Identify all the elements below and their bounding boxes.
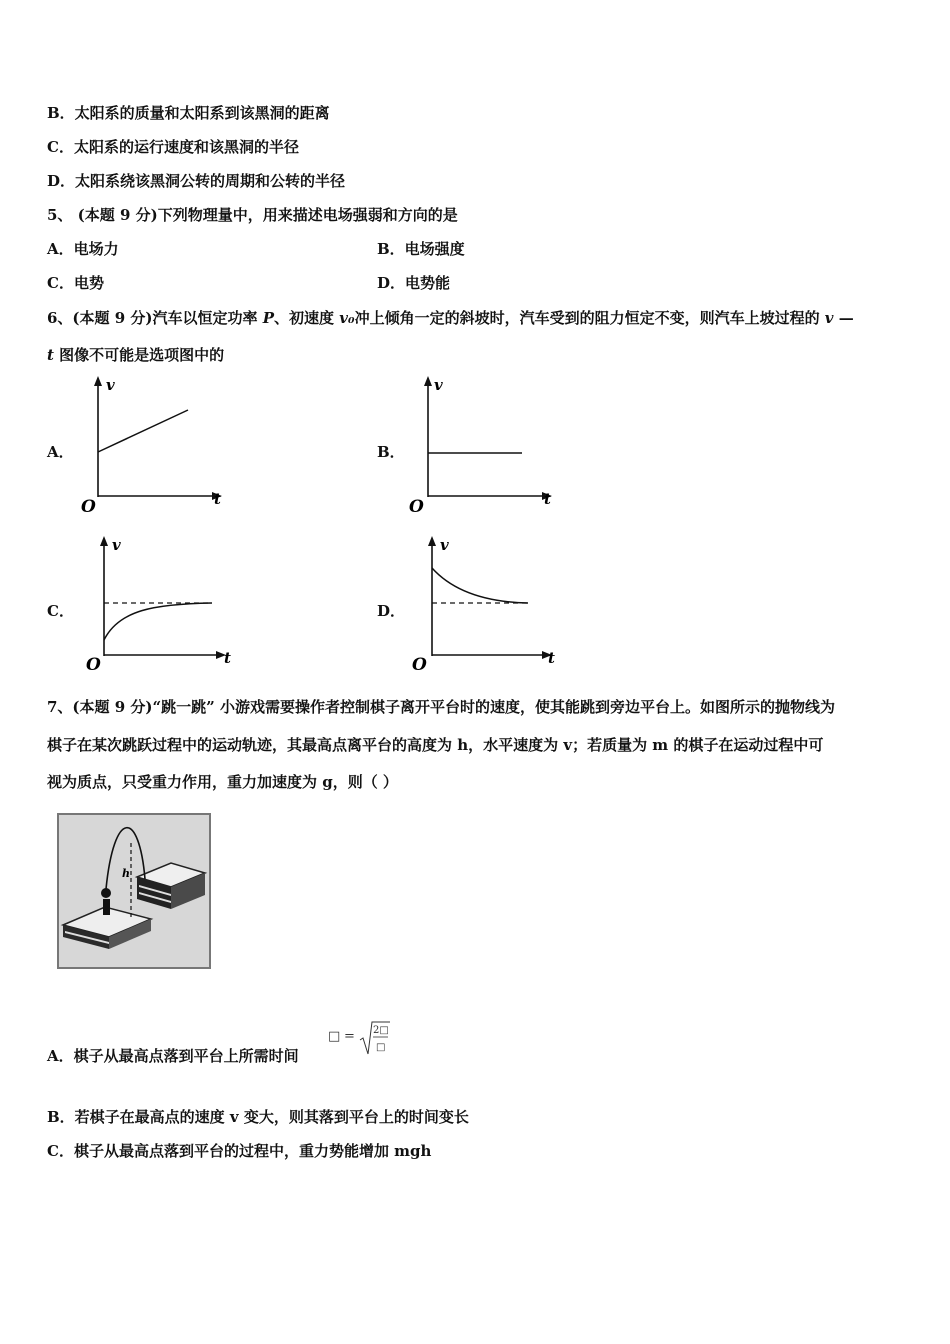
axis-label-t: t xyxy=(224,649,231,667)
axis-label-t: t xyxy=(544,490,551,508)
q6-graph-d xyxy=(410,530,570,680)
v-t-line xyxy=(98,410,188,452)
q7-stem-line1: 7、(本题 9 分)“跳一跳” 小游戏需要操作者控制棋子离开平台时的速度，使其能跳到旁边平台上。如图所示的抛物线为 xyxy=(47,698,835,716)
q6-stem-line2: t 图像不可能是选项图中的 xyxy=(47,346,225,364)
q4-option-b: B．太阳系的质量和太阳系到该黑洞的距离 xyxy=(47,104,330,122)
axis-label-t: t xyxy=(214,490,221,508)
q7-option-a-formula xyxy=(328,1020,398,1060)
origin-label: O xyxy=(409,497,424,517)
axis-label-v: v xyxy=(434,376,443,394)
y-axis-arrow xyxy=(94,376,102,386)
q6-option-d-label: D． xyxy=(377,602,406,620)
q6-stem-line1: 6、(本题 9 分)汽车以恒定功率 P、初速度 v₀冲上倾角一定的斜坡时，汽车受到的阻力恒定不变，则汽车上坡过程的 v — xyxy=(47,309,854,327)
y-axis-arrow xyxy=(100,536,108,546)
svg-text:□: □ xyxy=(376,1042,386,1053)
jump-game-illustration xyxy=(59,815,209,967)
q5-option-d: D．电势能 xyxy=(377,274,451,292)
svg-text:□: □ xyxy=(328,1029,341,1044)
q7-option-c: C．棋子从最高点落到平台的过程中，重力势能增加 mgh xyxy=(47,1142,432,1160)
axis-label-v: v xyxy=(112,536,121,554)
q6-graph-a xyxy=(76,372,236,522)
jump-game-figure xyxy=(57,813,211,969)
v-t-curve xyxy=(432,568,528,603)
q6-option-c-label: C． xyxy=(47,602,74,620)
q5-option-a: A．电场力 xyxy=(47,240,119,258)
q7-stem-line2: 棋子在某次跳跃过程中的运动轨迹，其最高点离平台的高度为 h，水平速度为 v；若质量为 m 的棋子在运动过程中可 xyxy=(47,736,824,754)
q7-option-b: B．若棋子在最高点的速度 v 变大，则其落到平台上的时间变长 xyxy=(47,1108,469,1126)
y-axis-arrow xyxy=(424,376,432,386)
q6-option-a-label: A． xyxy=(47,443,74,461)
q6-graph-b xyxy=(406,372,566,522)
q5-option-b: B．电场强度 xyxy=(377,240,465,258)
origin-label: O xyxy=(81,497,96,517)
y-axis-arrow xyxy=(428,536,436,546)
q7-option-a: A．棋子从最高点落到平台上所需时间 xyxy=(47,1047,299,1065)
svg-text:2□: 2□ xyxy=(373,1025,389,1036)
q5-stem: 5、 (本题 9 分)下列物理量中，用来描述电场强弱和方向的是 xyxy=(47,206,458,224)
figure-label-h: h xyxy=(122,867,130,880)
q6-graph-c xyxy=(84,530,244,680)
svg-text:=: = xyxy=(344,1029,355,1044)
v-t-curve xyxy=(104,603,212,640)
origin-label: O xyxy=(86,655,101,675)
axis-label-v: v xyxy=(106,376,115,394)
axis-label-v: v xyxy=(440,536,449,554)
q4-option-c: C．太阳系的运行速度和该黑洞的半径 xyxy=(47,138,299,156)
origin-label: O xyxy=(412,655,427,675)
q4-option-d: D．太阳系绕该黑洞公转的周期和公转的半径 xyxy=(47,172,346,190)
axis-label-t: t xyxy=(548,649,555,667)
q7-stem-line3: 视为质点，只受重力作用，重力加速度为 g，则（ ） xyxy=(47,773,398,791)
q6-option-b-label: B． xyxy=(377,443,405,461)
q5-option-c: C．电势 xyxy=(47,274,104,292)
